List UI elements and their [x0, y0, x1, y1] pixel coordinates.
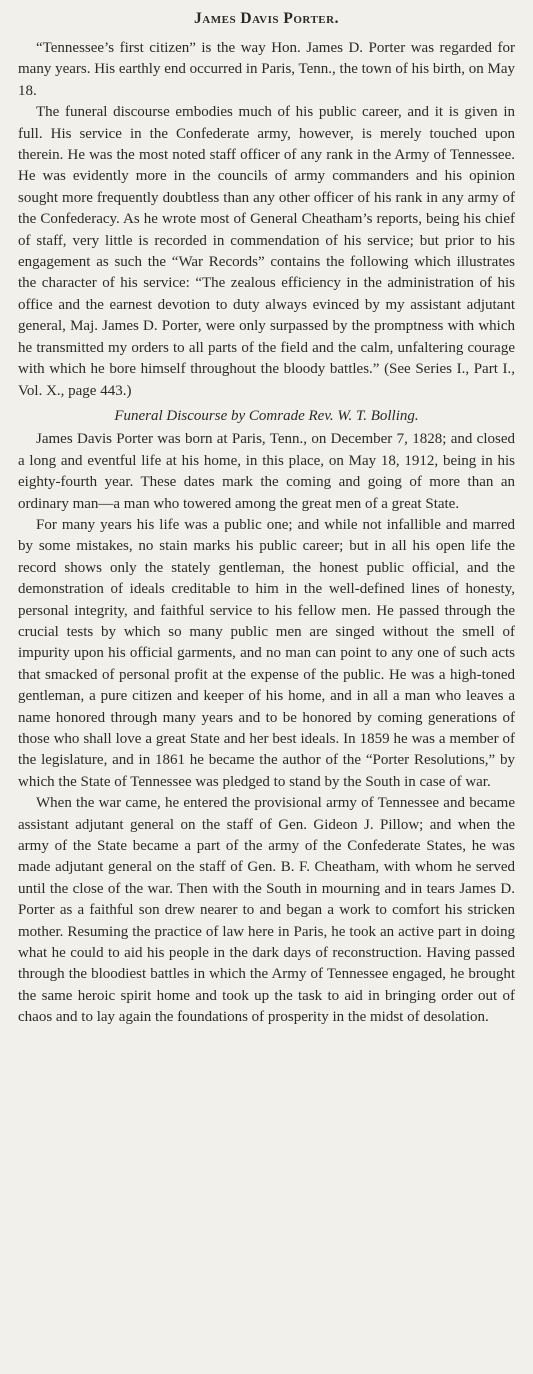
intro-paragraph: “Tennessee’s first citizen” is the way Hon. James D. Porter was regarded for many years. His earthly end occurred in Paris, Tenn., the town of his birth, on May 18. — [18, 40, 515, 99]
body-paragraph-3: James Davis Porter was born at Paris, Tenn., on December 7, 1828; and closed a long and eventful life at his home, in this place, on May 18, 1912, being in his eighty-fourth year. These dates mark the coming and going of more than an ordinary man—a man who towered among the great men of a great State. — [18, 431, 515, 512]
body-paragraph-5: When the war came, he entered the provisional army of Tennessee and became assistant adjutant general on the staff of Gen. Gideon J. Pillow; and when the army of the State became a part of the army of the Confederate States, he was made adjutant general on the staff of Gen. B. F. Cheatham, with whom he served until the close of the war. Then with the South in mourning and in tears James D. Porter as a faithful son drew nearer to and began a work to comfort his stricken mother. Resuming the practice of law here in Paris, he took an active part in doing what he could to aid his people in the dark days of reconstruction. Having passed through the bloodiest battles in which the Army of Tennessee engaged, he brought the same heroic spirit home and took up the task to aid in bringing order out of chaos and to lay again the foundations of prosperity in the midst of desolation. — [18, 795, 515, 1026]
discourse-subheading: Funeral Discourse by Comrade Rev. W. T. Bolling. — [114, 407, 419, 424]
article-title: James Davis Porter. — [194, 10, 339, 27]
body-paragraph-4: For many years his life was a public one; and while not infallible and marred by some mistakes, no stain marks his public career; but in all his open life the record shows only the stately gentleman, the honest public official, and the demonstration of ideals creditable to him in the well-defined lines of honesty, personal integrity, and faithful service to his fellow men. He passed through the crucial tests by which so many public men are singed without the smell of impurity upon his official garments, and no man can point to any one of such acts that smacked of personal profit at the expense of the public. He was a high-toned gentleman, a pure citizen and keeper of his home, and in all a man who leaves a name honored through many years and to be honored by coming generations of those who shall love a great State and her best ideals. In 1859 he was a member of the legislature, and in 1861 he became the author of the “Porter Resolutions,” by which the State of Tennessee was pledged to stand by the South in case of war. — [18, 516, 515, 790]
body-paragraph-2: The funeral discourse embodies much of his public career, and it is given in full. His service in the Confederate army, however, is merely touched upon therein. He was the most noted staff officer of any rank in the Army of Tennessee. He was evidently more in the councils of army commanders and his opinion sought more frequently doubtless than any other officer of his rank in any army of the Confederacy. As he wrote most of General Cheatham’s reports, being his chief of staff, very little is recorded in commendation of his service; but prior to his engagement as such the “War Records” contains the following which illustrates the character of his service: “The zealous efficiency in the administration of his office and the earnest devotion to duty always evinced by my assistant adjutant general, Maj. James D. Porter, were only surpassed by the promptness with which he transmitted my orders to all parts of the field and the calm, unfaltering courage with which he bore himself throughout the bloody battles.” (See Series I., Part I., Vol. X., page 443.) — [18, 104, 515, 399]
